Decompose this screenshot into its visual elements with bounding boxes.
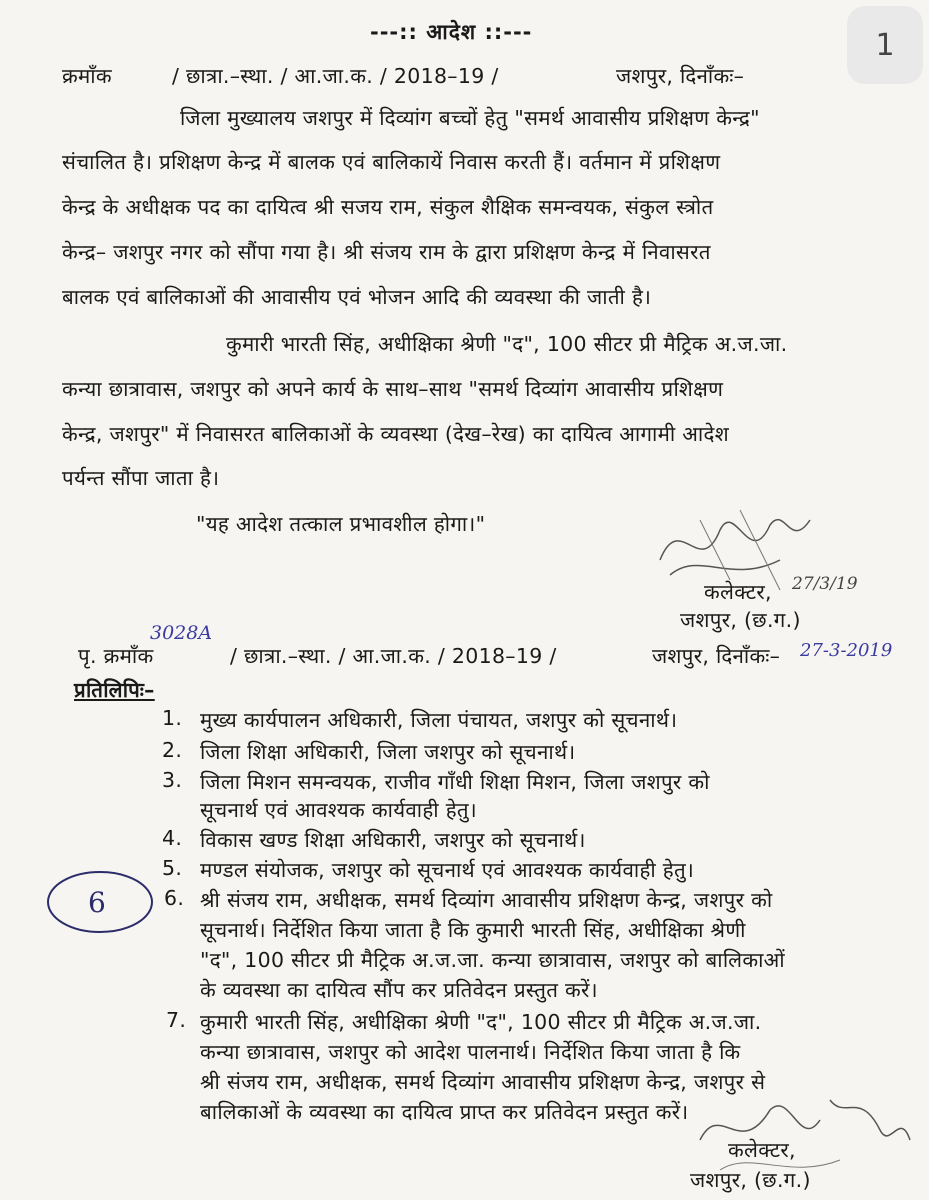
copy-line: सूचनार्थ एवं आवश्यक कार्यवाही हेतु। bbox=[200, 798, 477, 822]
signature2-place: जशपुर, (छ.ग.) bbox=[690, 1168, 811, 1192]
copy-line: सूचनार्थ। निर्देशित किया जाता है कि कुमारी भारती सिंह, अधीक्षिका श्रेणी bbox=[200, 918, 746, 942]
copy-line: श्री संजय राम, अधीक्षक, समर्थ दिव्यांग आवासीय प्रशिक्षण केन्द्र, जशपुर को bbox=[200, 888, 773, 912]
page-number-badge bbox=[847, 6, 923, 84]
copy-number: 7. bbox=[166, 1008, 187, 1032]
copy-line: जिला शिक्षा अधिकारी, जिला जशपुर को सूचनार्थ। bbox=[200, 740, 576, 764]
effective-statement: "यह आदेश तत्काल प्रभावशील होगा।" bbox=[196, 512, 486, 536]
signature1-initial: 27/3/19 bbox=[792, 574, 858, 594]
page-number: 1 bbox=[875, 27, 895, 63]
endorsement-place-date: जशपुर, दिनॉंकः– bbox=[652, 644, 781, 668]
body-line: पर्यन्त सौंपा जाता है। bbox=[62, 466, 220, 490]
order-title: ---:: आदेश ::--- bbox=[370, 20, 533, 44]
copy-number: 6. bbox=[164, 886, 185, 910]
copy-number: 1. bbox=[162, 706, 183, 730]
copy-line: जिला मिशन समन्वयक, राजीव गॉंधी शिक्षा मिशन, जिला जशपुर को bbox=[200, 770, 710, 794]
copy-line: कन्या छात्रावास, जशपुर को आदेश पालनार्थ। निर्देशित किया जाता है कि bbox=[200, 1040, 741, 1064]
body-line: केन्द्र, जशपुर" में निवासरत बालिकाओं के व्यवस्था (देख–रेख) का दायित्व आगामी आदेश bbox=[62, 422, 729, 446]
kramank-label: क्रमॉंक bbox=[62, 64, 112, 88]
copy-line: विकास खण्ड शिक्षा अधिकारी, जशपुर को सूचनार्थ। bbox=[200, 828, 586, 852]
copy-line: "द", 100 सीटर प्री मैट्रिक अ.ज.जा. कन्या छात्रावास, जशपुर को बालिकाओं bbox=[200, 948, 785, 972]
place-date: जशपुर, दिनॉंकः– bbox=[616, 64, 745, 88]
body-line: संचालित है। प्रशिक्षण केन्द्र में बालक एवं बालिकायें निवास करती हैं। वर्तमान में प्रशिक्षण bbox=[62, 150, 721, 174]
copy-number: 5. bbox=[162, 856, 183, 880]
circled-mark: 6 bbox=[88, 886, 106, 919]
copy-line: श्री संजय राम, अधीक्षक, समर्थ दिव्यांग आवासीय प्रशिक्षण केन्द्र, जशपुर से bbox=[200, 1070, 766, 1094]
copy-number: 4. bbox=[162, 826, 183, 850]
body-line: केन्द्र के अधीक्षक पद का दायित्व श्री सजय राम, संकुल शैक्षिक समन्वयक, संकुल स्त्रोत bbox=[62, 195, 714, 219]
signature1-place: जशपुर, (छ.ग.) bbox=[680, 608, 801, 632]
copy-line: बालिकाओं के व्यवस्था का दायित्व प्राप्त कर प्रतिवेदन प्रस्तुत करें। bbox=[200, 1100, 689, 1124]
kramank-ref: / छात्रा.–स्था. / आ.जा.क. / 2018–19 / bbox=[172, 64, 499, 88]
endorsement-handwritten-date: 27-3-2019 bbox=[800, 640, 893, 661]
copy-number: 3. bbox=[162, 768, 183, 792]
endorsement-handwritten-number: 3028A bbox=[150, 622, 213, 644]
copy-number: 2. bbox=[162, 738, 183, 762]
endorsement-ref: / छात्रा.–स्था. / आ.जा.क. / 2018–19 / bbox=[230, 644, 557, 668]
copy-line: कुमारी भारती सिंह, अधीक्षिका श्रेणी "द", 100 सीटर प्री मैट्रिक अ.ज.जा. bbox=[200, 1010, 762, 1034]
copy-line: मण्डल संयोजक, जशपुर को सूचनार्थ एवं आवश्यक कार्यवाही हेतु। bbox=[200, 858, 695, 882]
copy-line: के व्यवस्था का दायित्व सौंप कर प्रतिवेदन प्रस्तुत करें। bbox=[200, 978, 598, 1002]
body-line: केन्द्र– जशपुर नगर को सौंपा गया है। श्री संजय राम के द्वारा प्रशिक्षण केन्द्र में निवासरत bbox=[62, 240, 711, 264]
endorsement-label: पृ. क्रमॉंक bbox=[78, 644, 154, 668]
body-line: बालक एवं बालिकाओं की आवासीय एवं भोजन आदि की व्यवस्था की जाती है। bbox=[62, 285, 652, 309]
signature1-title: कलेक्टर, bbox=[704, 580, 772, 604]
body-line: कुमारी भारती सिंह, अधीक्षिका श्रेणी "द", 100 सीटर प्री मैट्रिक अ.ज.जा. bbox=[226, 332, 788, 356]
copy-line: मुख्य कार्यपालन अधिकारी, जिला पंचायत, जशपुर को सूचनार्थ। bbox=[200, 708, 678, 732]
copy-to-label: प्रतिलिपिः– bbox=[74, 678, 155, 702]
signature2-title: कलेक्टर, bbox=[728, 1138, 796, 1162]
body-line: कन्या छात्रावास, जशपुर को अपने कार्य के साथ–साथ "समर्थ दिव्यांग आवासीय प्रशिक्षण bbox=[62, 377, 724, 401]
body-line: जिला मुख्यालय जशपुर में दिव्यांग बच्चों हेतु "समर्थ आवासीय प्रशिक्षण केन्द्र" bbox=[180, 106, 760, 130]
